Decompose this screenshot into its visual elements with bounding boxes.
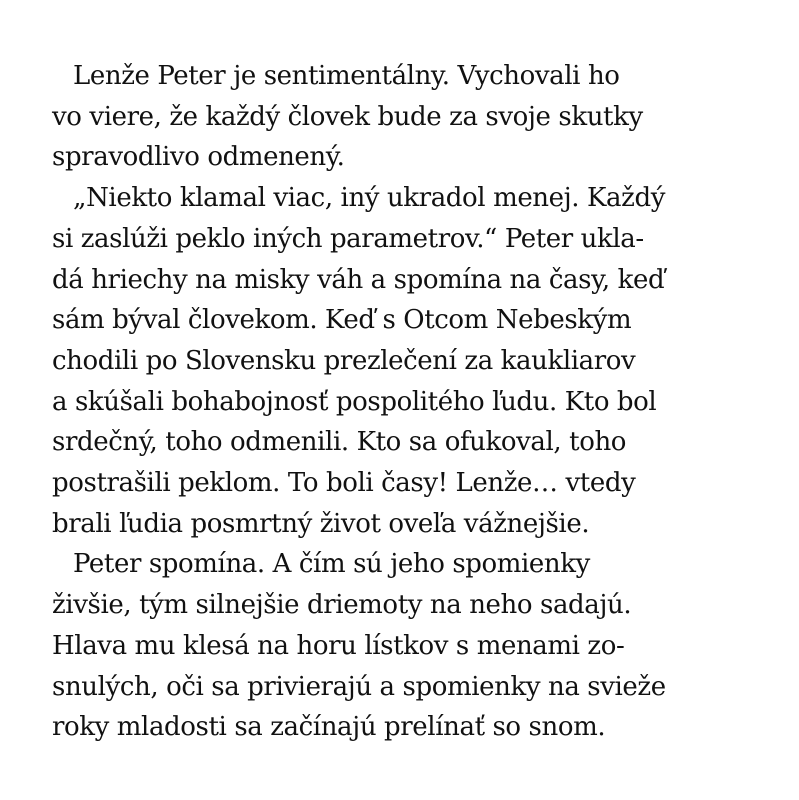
- paragraph-2: [52, 178, 752, 544]
- text-line: vo viere, že každý človek bude za svoje skutky: [52, 101, 643, 132]
- text-line: srdečný, toho odmenili. Kto sa ofukoval, toho: [52, 427, 627, 458]
- text-line: brali ľudia posmrtný život oveľa vážnejšie.: [52, 508, 590, 539]
- paragraph-3: [52, 544, 752, 748]
- text-line: „Niekto klamal viac, iný ukradol menej. Každý: [73, 183, 665, 214]
- text-line: sám býval človekom. Keď s Otcom Nebeským: [52, 305, 632, 336]
- paragraph-1: [52, 56, 752, 178]
- text-line: chodili po Slovensku prezlečení za kaukliarov: [52, 345, 636, 376]
- text-line: Peter spomína. A čím sú jeho spomienky: [73, 549, 590, 580]
- text-line: živšie, tým silnejšie driemoty na neho sadajú.: [52, 590, 632, 621]
- text-line: dá hriechy na misky váh a spomína na časy, keď: [52, 264, 665, 295]
- text-line: si zaslúži peklo iných parametrov.“ Peter ukla-: [52, 223, 644, 254]
- text-line: postrašili peklom. To boli časy! Lenže… vtedy: [52, 468, 636, 499]
- text-line: a skúšali bohabojnosť pospolitého ľudu. Kto bol: [52, 386, 657, 417]
- text-line: snulých, oči sa privierajú a spomienky na svieže: [52, 671, 666, 702]
- text-line: Lenže Peter je sentimentálny. Vychovali ho: [73, 61, 620, 91]
- text-line: Hlava mu klesá na horu lístkov s menami zo-: [52, 630, 625, 661]
- text-page: [52, 56, 752, 748]
- text-line: roky mladosti sa začínajú prelínať so snom.: [52, 712, 606, 743]
- text-line: spravodlivo odmenený.: [52, 142, 345, 173]
